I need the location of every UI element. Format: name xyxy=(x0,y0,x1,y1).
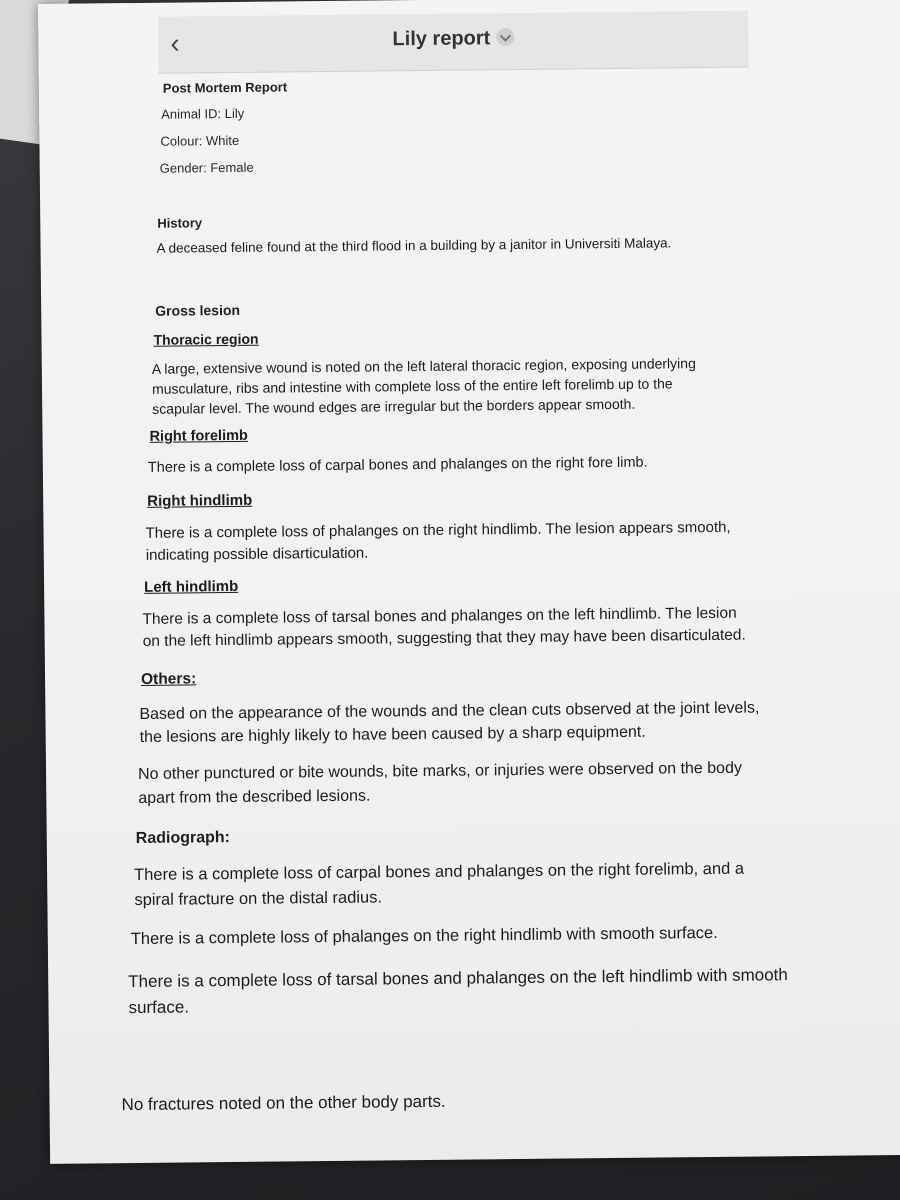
radiograph-text-3 xyxy=(128,962,788,1021)
left-hindlimb-text xyxy=(142,603,746,653)
thoracic-heading: Thoracic region xyxy=(153,330,259,348)
others-line: Based on the appearance of the wounds and the clean cuts observed at the joint levels, xyxy=(139,699,760,723)
thoracic-line: scapular level. The wound edges are irregular but the borders appear smooth. xyxy=(152,395,636,417)
chevron-down-icon[interactable] xyxy=(496,28,514,46)
history-heading: History xyxy=(157,215,203,231)
right-hindlimb-line: There is a complete loss of phalanges on the right hindlimb. The lesion appears smooth, xyxy=(145,518,731,542)
others-heading: Others: xyxy=(140,670,197,688)
animal-id: Animal ID: Lily xyxy=(161,105,245,122)
report-title-button[interactable] xyxy=(158,25,748,54)
radiograph-text-2: There is a complete loss of phalanges on the right hindlimb with smooth surface. xyxy=(130,923,718,949)
report-title: Lily report xyxy=(392,27,491,51)
left-hindlimb-line: There is a complete loss of tarsal bones and phalanges on the left hindlimb. The lesion xyxy=(142,604,737,628)
left-hindlimb-heading: Left hindlimb xyxy=(144,577,239,596)
printed-page xyxy=(38,0,900,1164)
radiograph-line: surface. xyxy=(128,997,190,1018)
right-forelimb-text: There is a complete loss of carpal bones and phalanges on the right fore limb. xyxy=(147,454,648,476)
right-forelimb-heading: Right forelimb xyxy=(149,427,248,445)
radiograph-line: There is a complete loss of carpal bones and phalanges on the right forelimb, and a xyxy=(134,859,745,885)
others-line: apart from the described lesions. xyxy=(138,787,371,807)
history-text: A deceased feline found at the third flood in a building by a janitor in Universiti Malaya. xyxy=(156,235,672,256)
left-hindlimb-line: on the left hindlimb appears smooth, suggesting that they may have been disarticulated. xyxy=(142,626,746,650)
page-content xyxy=(38,0,900,1164)
gender: Gender: Female xyxy=(159,159,254,176)
others-line: No other punctured or bite wounds, bite marks, or injuries were observed on the body xyxy=(137,759,743,783)
thoracic-line: A large, extensive wound is noted on the left lateral thoracic region, exposing underlying xyxy=(151,355,696,377)
others-line: the lesions are highly likely to have been caused by a sharp equipment. xyxy=(139,723,646,746)
others-text-2 xyxy=(138,757,742,811)
app-bar xyxy=(158,11,749,74)
thoracic-line: musculature, ribs and intestine with complete loss of the entire left forelimb up to the xyxy=(151,375,673,397)
right-hindlimb-text xyxy=(145,517,730,567)
radiograph-line: spiral fracture on the distal radius. xyxy=(134,888,383,910)
gross-lesion-heading: Gross lesion xyxy=(155,301,241,319)
chevron-left-icon[interactable]: ‹ xyxy=(170,27,180,59)
others-text-1 xyxy=(139,696,759,748)
radiograph-text-1 xyxy=(134,857,744,913)
report-heading: Post Mortem Report xyxy=(162,79,288,96)
thoracic-text xyxy=(152,353,697,419)
radiograph-heading: Radiograph: xyxy=(135,829,231,848)
right-hindlimb-heading: Right hindlimb xyxy=(147,491,253,510)
colour: Colour: White xyxy=(160,132,240,149)
footer-note: No fractures noted on the other body parts. xyxy=(121,1091,446,1115)
radiograph-line: There is a complete loss of tarsal bones and phalanges on the left hindlimb with smooth xyxy=(128,965,788,992)
right-hindlimb-line: indicating possible disarticulation. xyxy=(145,544,369,564)
